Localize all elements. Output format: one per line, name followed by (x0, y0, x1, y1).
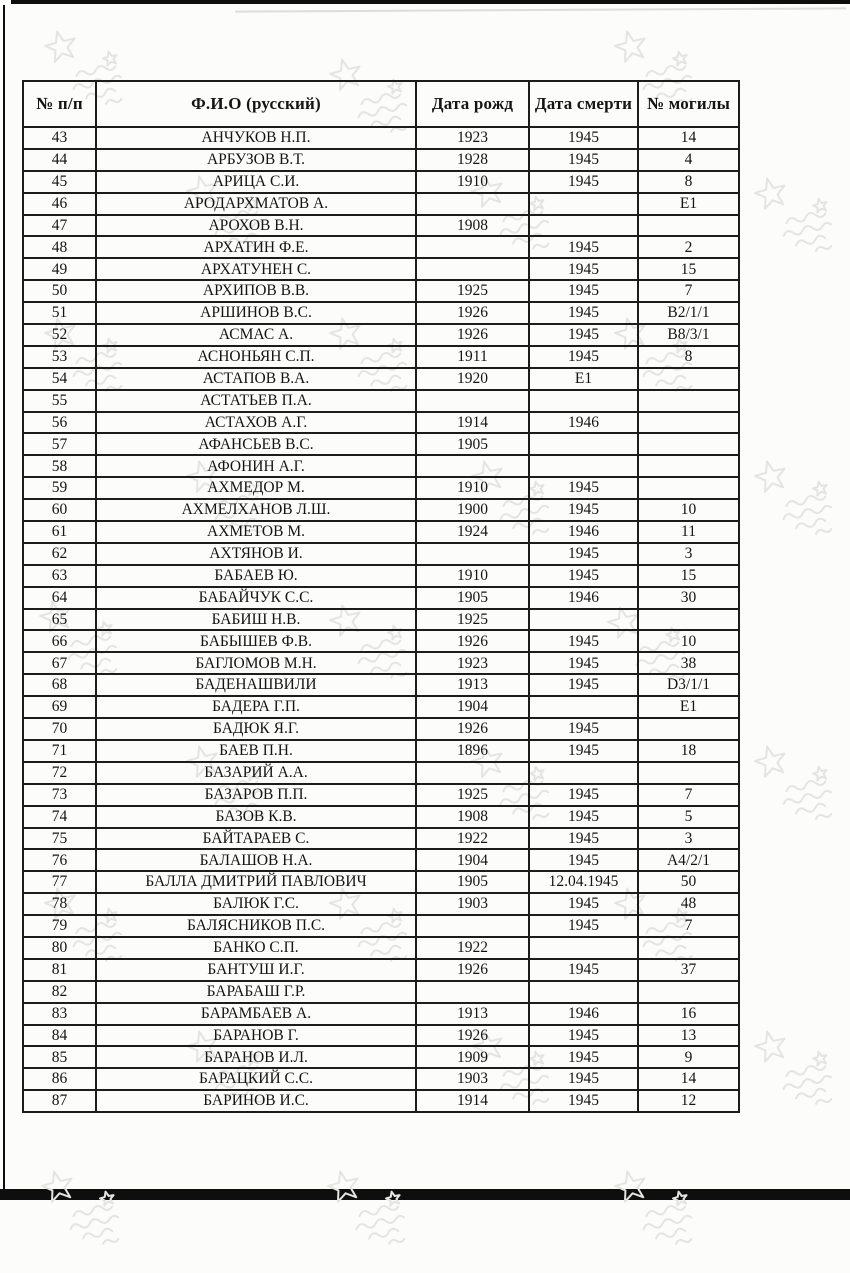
name-cell: БАНТУШ И.Г. (96, 959, 416, 981)
death-date-cell (529, 455, 638, 477)
birth-date-cell: 1925 (416, 784, 529, 806)
watermark-star-icon (744, 1008, 850, 1128)
death-date-cell: 1945 (529, 149, 638, 171)
grave-number-cell: B2/1/1 (638, 302, 739, 324)
watermark (31, 1148, 147, 1268)
name-cell: АРШИНОВ В.С. (96, 302, 416, 324)
table-row (23, 302, 739, 324)
birth-date-cell (416, 193, 529, 215)
name-cell: АРОДАРХМАТОВ А. (96, 193, 416, 215)
index-cell: 65 (23, 609, 96, 631)
death-date-cell: 1945 (529, 915, 638, 937)
grave-number-cell: D3/1/1 (638, 674, 739, 696)
grave-number-cell: 50 (638, 871, 739, 893)
table-row (23, 630, 739, 652)
table-row (23, 565, 739, 587)
table-row (23, 937, 739, 959)
grave-number-cell (638, 455, 739, 477)
birth-date-cell: 1903 (416, 893, 529, 915)
birth-date-cell: 1913 (416, 1003, 529, 1025)
scan-edge-left (3, 5, 5, 1191)
birth-date-cell: 1905 (416, 871, 529, 893)
table-header-row (23, 81, 739, 127)
birth-date-cell: 1904 (416, 849, 529, 871)
name-cell: АРИЦА С.И. (96, 171, 416, 193)
birth-date-cell: 1911 (416, 346, 529, 368)
index-cell: 83 (23, 1003, 96, 1025)
table-row (23, 915, 739, 937)
index-cell: 63 (23, 565, 96, 587)
grave-number-cell: A4/2/1 (638, 849, 739, 871)
table-row (23, 390, 739, 412)
index-cell: 71 (23, 740, 96, 762)
death-date-cell: 1945 (529, 828, 638, 850)
table-row (23, 127, 739, 149)
table-row (23, 455, 739, 477)
watermark (604, 1148, 720, 1268)
watermark-star-icon (317, 1148, 433, 1268)
table-row (23, 981, 739, 1003)
birth-date-cell: 1909 (416, 1046, 529, 1068)
birth-date-cell (416, 981, 529, 1003)
name-cell: АХМЕЛХАНОВ Л.Ш. (96, 499, 416, 521)
birth-date-cell: 1926 (416, 959, 529, 981)
death-date-cell: 1945 (529, 171, 638, 193)
scan-edge-bottom (0, 1189, 850, 1200)
table-row (23, 193, 739, 215)
birth-date-cell: 1896 (416, 740, 529, 762)
birth-date-cell: 1928 (416, 149, 529, 171)
name-cell: АСТАПОВ В.А. (96, 368, 416, 390)
grave-number-cell: 18 (638, 740, 739, 762)
index-cell: 76 (23, 849, 96, 871)
birth-date-cell: 1910 (416, 171, 529, 193)
scan-edge-top (11, 0, 850, 4)
death-date-cell: 1945 (529, 674, 638, 696)
birth-date-cell: 1910 (416, 477, 529, 499)
death-date-cell (529, 215, 638, 237)
birth-date-cell: 1908 (416, 806, 529, 828)
index-cell: 70 (23, 718, 96, 740)
index-cell: 54 (23, 368, 96, 390)
name-cell: БАБЫШЕВ Ф.В. (96, 630, 416, 652)
index-cell: 45 (23, 171, 96, 193)
birth-date-cell: 1903 (416, 1068, 529, 1090)
table-row (23, 499, 739, 521)
index-cell: 77 (23, 871, 96, 893)
name-cell: АХТЯНОВ И. (96, 543, 416, 565)
death-date-cell: 1945 (529, 1068, 638, 1090)
grave-number-cell (638, 762, 739, 784)
grave-number-cell: 11 (638, 521, 739, 543)
watermark-star-icon (744, 723, 850, 843)
index-cell: 68 (23, 674, 96, 696)
name-cell: АСТАТЬЕВ П.А. (96, 390, 416, 412)
birth-date-cell (416, 455, 529, 477)
death-date-cell: 1945 (529, 718, 638, 740)
name-cell: АРБУЗОВ В.Т. (96, 149, 416, 171)
col-header-name: Ф.И.О (русский) (96, 81, 416, 127)
watermark-star-icon (744, 438, 850, 558)
grave-number-cell: 7 (638, 280, 739, 302)
birth-date-cell: 1905 (416, 587, 529, 609)
index-cell: 59 (23, 477, 96, 499)
death-date-cell: 1945 (529, 477, 638, 499)
birth-date-cell (416, 390, 529, 412)
name-cell: АСМАС А. (96, 324, 416, 346)
table-row (23, 718, 739, 740)
death-date-cell: 1945 (529, 740, 638, 762)
name-cell: БАДЕРА Г.П. (96, 696, 416, 718)
birth-date-cell: 1910 (416, 565, 529, 587)
grave-number-cell (638, 937, 739, 959)
index-cell: 56 (23, 412, 96, 434)
name-cell: АНЧУКОВ Н.П. (96, 127, 416, 149)
death-date-cell: 1946 (529, 521, 638, 543)
grave-number-cell: 14 (638, 1068, 739, 1090)
document-page (22, 80, 740, 1113)
name-cell: БАЙТАРАЕВ С. (96, 828, 416, 850)
name-cell: БАРИНОВ И.С. (96, 1090, 416, 1112)
grave-number-cell: 38 (638, 652, 739, 674)
watermark-star-icon (744, 155, 850, 275)
index-cell: 81 (23, 959, 96, 981)
index-cell: 51 (23, 302, 96, 324)
index-cell: 43 (23, 127, 96, 149)
grave-number-cell: 8 (638, 171, 739, 193)
birth-date-cell: 1922 (416, 937, 529, 959)
name-cell: БАЛЮК Г.С. (96, 893, 416, 915)
col-header-index: № п/п (23, 81, 96, 127)
grave-number-cell: 3 (638, 828, 739, 850)
grave-number-cell: 3 (638, 543, 739, 565)
index-cell: 57 (23, 433, 96, 455)
birth-date-cell: 1913 (416, 674, 529, 696)
name-cell: БАГЛОМОВ М.Н. (96, 652, 416, 674)
index-cell: 47 (23, 215, 96, 237)
grave-number-cell (638, 477, 739, 499)
death-date-cell: 1945 (529, 784, 638, 806)
birth-date-cell: 1920 (416, 368, 529, 390)
death-date-cell (529, 937, 638, 959)
name-cell: БАЛЛА ДМИТРИЙ ПАВЛОВИЧ (96, 871, 416, 893)
birth-date-cell: 1914 (416, 1090, 529, 1112)
index-cell: 55 (23, 390, 96, 412)
index-cell: 84 (23, 1025, 96, 1047)
index-cell: 64 (23, 587, 96, 609)
birth-date-cell: 1900 (416, 499, 529, 521)
grave-number-cell (638, 609, 739, 631)
death-date-cell (529, 390, 638, 412)
name-cell: АФАНСЬЕВ В.С. (96, 433, 416, 455)
grave-number-cell: 37 (638, 959, 739, 981)
birth-date-cell (416, 258, 529, 280)
index-cell: 44 (23, 149, 96, 171)
birth-date-cell: 1914 (416, 412, 529, 434)
death-date-cell: 12.04.1945 (529, 871, 638, 893)
table-row (23, 477, 739, 499)
table-row (23, 543, 739, 565)
index-cell: 85 (23, 1046, 96, 1068)
birth-date-cell (416, 236, 529, 258)
table-row (23, 521, 739, 543)
index-cell: 72 (23, 762, 96, 784)
index-cell: 82 (23, 981, 96, 1003)
index-cell: 53 (23, 346, 96, 368)
grave-number-cell: E1 (638, 193, 739, 215)
name-cell: БАРАЦКИЙ С.С. (96, 1068, 416, 1090)
birth-date-cell (416, 915, 529, 937)
name-cell: БАЗАРИЙ А.А. (96, 762, 416, 784)
birth-date-cell: 1923 (416, 127, 529, 149)
table-row (23, 1025, 739, 1047)
index-cell: 69 (23, 696, 96, 718)
table-row (23, 1090, 739, 1112)
table-row (23, 828, 739, 850)
name-cell: БАРАНОВ Г. (96, 1025, 416, 1047)
death-date-cell: 1945 (529, 565, 638, 587)
birth-date-cell (416, 762, 529, 784)
grave-number-cell: 16 (638, 1003, 739, 1025)
death-date-cell: 1945 (529, 346, 638, 368)
index-cell: 49 (23, 258, 96, 280)
name-cell: АРХИПОВ В.В. (96, 280, 416, 302)
birth-date-cell: 1926 (416, 630, 529, 652)
index-cell: 78 (23, 893, 96, 915)
table-row (23, 696, 739, 718)
grave-number-cell (638, 412, 739, 434)
name-cell: АХМЕТОВ М. (96, 521, 416, 543)
index-cell: 66 (23, 630, 96, 652)
death-date-cell (529, 609, 638, 631)
table-row (23, 1068, 739, 1090)
birth-date-cell: 1925 (416, 609, 529, 631)
death-date-cell: 1945 (529, 258, 638, 280)
death-date-cell: 1945 (529, 324, 638, 346)
grave-number-cell: 10 (638, 499, 739, 521)
death-date-cell: 1946 (529, 587, 638, 609)
death-date-cell: 1945 (529, 280, 638, 302)
index-cell: 60 (23, 499, 96, 521)
grave-number-cell: B8/3/1 (638, 324, 739, 346)
table-body (23, 127, 739, 1112)
scan-shadow-line (235, 7, 846, 12)
table-row (23, 740, 739, 762)
index-cell: 73 (23, 784, 96, 806)
death-date-cell (529, 981, 638, 1003)
name-cell: БАЕВ П.Н. (96, 740, 416, 762)
table-row (23, 652, 739, 674)
birth-date-cell: 1923 (416, 652, 529, 674)
index-cell: 50 (23, 280, 96, 302)
grave-number-cell (638, 368, 739, 390)
table-row (23, 893, 739, 915)
death-date-cell (529, 193, 638, 215)
index-cell: 58 (23, 455, 96, 477)
grave-number-cell: 9 (638, 1046, 739, 1068)
name-cell: АФОНИН А.Г. (96, 455, 416, 477)
table-row (23, 849, 739, 871)
watermark-star-icon (604, 1148, 720, 1268)
table-row (23, 280, 739, 302)
grave-number-cell (638, 718, 739, 740)
birth-date-cell: 1926 (416, 1025, 529, 1047)
birth-date-cell (416, 543, 529, 565)
grave-number-cell: 15 (638, 565, 739, 587)
death-date-cell: 1945 (529, 1025, 638, 1047)
grave-number-cell: 13 (638, 1025, 739, 1047)
burial-records-table (22, 80, 740, 1113)
name-cell: БАРАНОВ И.Л. (96, 1046, 416, 1068)
death-date-cell: 1945 (529, 1090, 638, 1112)
index-cell: 75 (23, 828, 96, 850)
table-row (23, 784, 739, 806)
grave-number-cell (638, 390, 739, 412)
table-row (23, 674, 739, 696)
grave-number-cell: E1 (638, 696, 739, 718)
death-date-cell: 1945 (529, 652, 638, 674)
index-cell: 86 (23, 1068, 96, 1090)
index-cell: 74 (23, 806, 96, 828)
watermark (317, 1148, 433, 1268)
table-row (23, 1046, 739, 1068)
name-cell: БАРАМБАЕВ А. (96, 1003, 416, 1025)
col-header-grave-number: № могилы (638, 81, 739, 127)
grave-number-cell: 10 (638, 630, 739, 652)
name-cell: АРХАТУНЕН С. (96, 258, 416, 280)
grave-number-cell: 14 (638, 127, 739, 149)
birth-date-cell: 1924 (416, 521, 529, 543)
name-cell: БАЗОВ К.В. (96, 806, 416, 828)
table-row (23, 149, 739, 171)
grave-number-cell (638, 215, 739, 237)
table-row (23, 806, 739, 828)
index-cell: 62 (23, 543, 96, 565)
death-date-cell: 1945 (529, 630, 638, 652)
watermark (744, 723, 850, 843)
table-row (23, 871, 739, 893)
grave-number-cell (638, 981, 739, 1003)
birth-date-cell: 1926 (416, 302, 529, 324)
col-header-birth-date: Дата рожд (416, 81, 529, 127)
grave-number-cell: 15 (638, 258, 739, 280)
name-cell: БАБАЙЧУК С.С. (96, 587, 416, 609)
death-date-cell: 1945 (529, 543, 638, 565)
death-date-cell: 1945 (529, 236, 638, 258)
name-cell: АХМЕДОР М. (96, 477, 416, 499)
name-cell: АРОХОВ В.Н. (96, 215, 416, 237)
grave-number-cell: 30 (638, 587, 739, 609)
table-row (23, 236, 739, 258)
name-cell: БАБАЕВ Ю. (96, 565, 416, 587)
death-date-cell: 1945 (529, 302, 638, 324)
table-row (23, 609, 739, 631)
index-cell: 80 (23, 937, 96, 959)
name-cell: АСНОНЬЯН С.П. (96, 346, 416, 368)
death-date-cell: 1946 (529, 412, 638, 434)
index-cell: 46 (23, 193, 96, 215)
death-date-cell: 1945 (529, 499, 638, 521)
grave-number-cell: 12 (638, 1090, 739, 1112)
index-cell: 61 (23, 521, 96, 543)
index-cell: 48 (23, 236, 96, 258)
grave-number-cell: 8 (638, 346, 739, 368)
birth-date-cell: 1926 (416, 324, 529, 346)
death-date-cell: 1945 (529, 806, 638, 828)
death-date-cell: E1 (529, 368, 638, 390)
table-row (23, 215, 739, 237)
col-header-death-date: Дата смерти (529, 81, 638, 127)
table-row (23, 324, 739, 346)
grave-number-cell: 7 (638, 915, 739, 937)
name-cell: БАНКО С.П. (96, 937, 416, 959)
birth-date-cell: 1925 (416, 280, 529, 302)
table-row (23, 959, 739, 981)
table-row (23, 171, 739, 193)
watermark (744, 438, 850, 558)
index-cell: 79 (23, 915, 96, 937)
death-date-cell: 1945 (529, 959, 638, 981)
name-cell: БАЗАРОВ П.П. (96, 784, 416, 806)
table-row (23, 433, 739, 455)
death-date-cell: 1945 (529, 849, 638, 871)
table-row (23, 1003, 739, 1025)
death-date-cell (529, 433, 638, 455)
table-row (23, 412, 739, 434)
table-row (23, 587, 739, 609)
death-date-cell: 1945 (529, 893, 638, 915)
death-date-cell (529, 762, 638, 784)
table-row (23, 258, 739, 280)
grave-number-cell: 7 (638, 784, 739, 806)
table-row (23, 762, 739, 784)
name-cell: БАДЕНАШВИЛИ (96, 674, 416, 696)
index-cell: 87 (23, 1090, 96, 1112)
name-cell: БАДЮК Я.Г. (96, 718, 416, 740)
watermark (744, 1008, 850, 1128)
grave-number-cell (638, 433, 739, 455)
name-cell: АРХАТИН Ф.Е. (96, 236, 416, 258)
name-cell: БАБИШ Н.В. (96, 609, 416, 631)
table-row (23, 346, 739, 368)
death-date-cell: 1946 (529, 1003, 638, 1025)
index-cell: 52 (23, 324, 96, 346)
name-cell: БАЛАШОВ Н.А. (96, 849, 416, 871)
name-cell: АСТАХОВ А.Г. (96, 412, 416, 434)
grave-number-cell: 48 (638, 893, 739, 915)
birth-date-cell: 1926 (416, 718, 529, 740)
birth-date-cell: 1922 (416, 828, 529, 850)
birth-date-cell: 1905 (416, 433, 529, 455)
birth-date-cell: 1904 (416, 696, 529, 718)
grave-number-cell: 5 (638, 806, 739, 828)
birth-date-cell: 1908 (416, 215, 529, 237)
grave-number-cell: 4 (638, 149, 739, 171)
table-row (23, 368, 739, 390)
death-date-cell: 1945 (529, 127, 638, 149)
death-date-cell: 1945 (529, 1046, 638, 1068)
death-date-cell (529, 696, 638, 718)
watermark-star-icon (31, 1148, 147, 1268)
grave-number-cell: 2 (638, 236, 739, 258)
name-cell: БАРАБАШ Г.Р. (96, 981, 416, 1003)
name-cell: БАЛЯСНИКОВ П.С. (96, 915, 416, 937)
index-cell: 67 (23, 652, 96, 674)
watermark (744, 155, 850, 275)
